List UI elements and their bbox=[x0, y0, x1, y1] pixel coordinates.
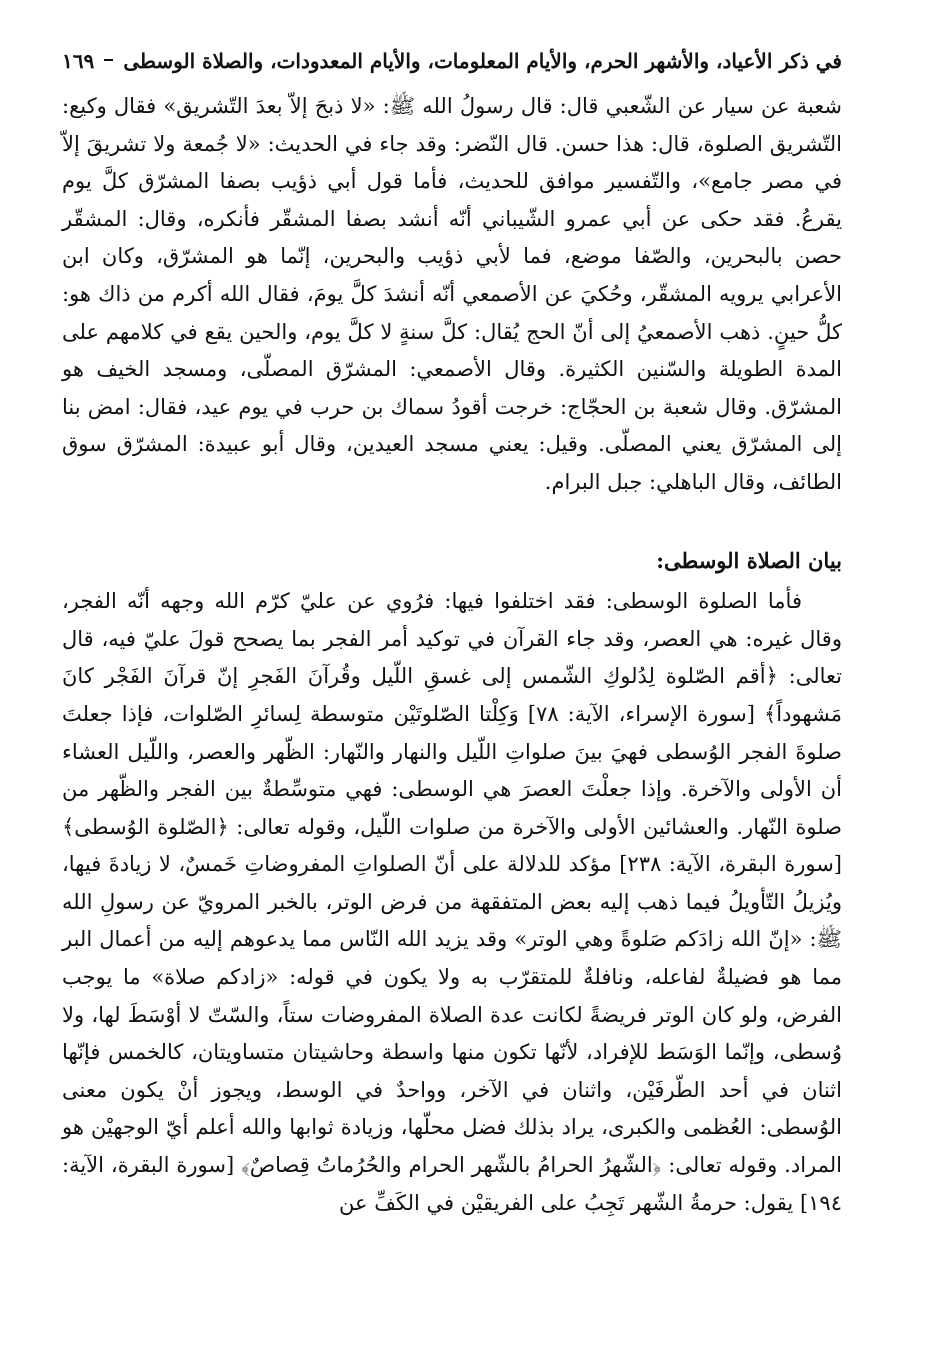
section-heading: بيان الصلاة الوسطى: bbox=[656, 547, 842, 573]
book-page bbox=[62, 46, 842, 1338]
header-rule bbox=[104, 59, 113, 61]
body-paragraph-1: شعبة عن سيار عن الشّعبي قال: قال رسولُ الله ﷺ: «لا ذبحَ إلاّ بعدَ التّشريق» فقال وكيع: التّشريق الصلوة، قال: هذا حسن. قال النّضر: وقد جاء في الحديث: «لا جُمعة ولا تشريقَ إلاّ في مصر جامع»، والتّفسير موافق للحديث، فأما قول أبي ذؤيب بصفا المشرّق كلَّ يوم يقرعُ. فقد حكى عن أبي عمرو الشّيباني أنّه أنشد بصفا المشقّر فأنكره، وقال: المشقّر حصن بالبحرين، والصّفا موضع، فما لأبي ذؤيب والبحرين، إنّما هو المشرّق، وكان ابن الأعرابي يرويه المشقّر، وحُكيَ عن الأصمعي أنّه أنشدَ كلَّ يومَ، فقال الله أكرم من ذاك هو: كلُّ حينٍ. ذهب الأصمعيُ إلى أنّ الحج يُقال: كلَّ سنةٍ لا كلَّ يوم، والحين يقع في كلامهم على المدة الطويلة والسّنين الكثيرة. وقال الأصمعي: المشرّق المصلّى، ومسجد الخيف هو المشرّق. وقال شعبة بن الحجّاج: خرجت أقودُ سماك بن حرب في يوم عيد، فقال: امض بنا إلى المشرّق يعني المصلّى. وقيل: يعني مسجد العيدين، وقال أبو عبيدة: المشرّق سوق الطائف، وقال الباهلي: جبل البرام. bbox=[62, 94, 842, 494]
page-number: ١٦٩ bbox=[62, 49, 95, 73]
body-paragraph-2: فأما الصلوة الوسطى: فقد اختلفوا فيها: فرُوي عن عليّ كرّم الله وجهه أنّه الفجر، وقال غيره: هي العصر، وقد جاء القرآن في توكيد أمر الفجر بما يصحح قولَ عليّ فيه، قال تعالى: ﴿أقم الصّلوة لِدُلوكِ الشّمس إلى غسقِ اللّيل وقُرآنَ الفَجرِ إنّ قرآنَ الفَجْر كانَ مَشهوداً﴾ [سورة الإسراء، الآية: ٧٨] وَكِلْتا الصّلوتَيْن متوسطة لِسائرِ الصّلوات، فإذا جعلتَ صلوةَ الفجر الوُسطى فهيَ بينَ صلواتِ اللّيل والنهار والنّهار: الظّهر والعصر، واللّيل العشاء أن الأولى والآخرة. وإذا جعلْتَ العصرَ هي الوسطى: فهي متوسِّطةٌ بين الفجر والظّهر من صلوة النّهار. والعشائين الأولى والآخرة من صلوات اللّيل، وقوله تعالى: ﴿الصّلوة الوُسطى﴾ [سورة البقرة، الآية: ٢٣٨] مؤكد للدلالة على أنّ الصلواتِ المفروضاتِ خَمسٌ، لا زيادةَ فيها، ويُزيلُ التّأويلُ فيما ذهب إليه بعض المتفقهة من فرض الوتر، بالخبر المرويّ عن رسولِ الله ﷺ: «إنّ الله زادَكم صَلوةً وهي الوتر» وقد يزيد الله النّاس مما يدعوهم إليه من أعمال البر مما هو فضيلةٌ لفاعله، ونافلةٌ للمتقرّب به ولا يكون في قوله: «زادكم صلاة» ما يوجب الفرض، ولو كان الوتر فريضةً لكانت عدة الصلاة المفروضات ستاً، والسّتّ لا أوْسَطَ لها، ولا وُسطى، وإنّما الوَسَط للإفراد، لأنّها تكون منها واسطة وحاشيتان متساويتان، كالخمس فإنّها اثنان في أحد الطّرفَيْن، واثنان في الآخر، وواحدٌ في الوسط، ويجوز أنْ يكون معنى الوُسطى: العُظمى والكبرى، يراد بذلك فضل محلّها، وزيادة ثوابها والله أعلم أيّ الوجهيْن هو المراد. وقوله تعالى: ﴿الشّهرُ الحرامُ بالشّهر الحرام والحُرُماتُ قِصاصٌ﴾ [سورة البقرة، الآية: ١٩٤] يقول: حرمةُ الشّهر تَجِبُ على الفريقيْن في الكَفِّ عن bbox=[62, 589, 842, 1215]
running-header bbox=[62, 46, 842, 80]
running-header-title: في ذكر الأعياد، والأشهر الحرم، والأيام المعلومات، والأيام المعدودات، والصلاة الوسطى bbox=[123, 49, 842, 73]
